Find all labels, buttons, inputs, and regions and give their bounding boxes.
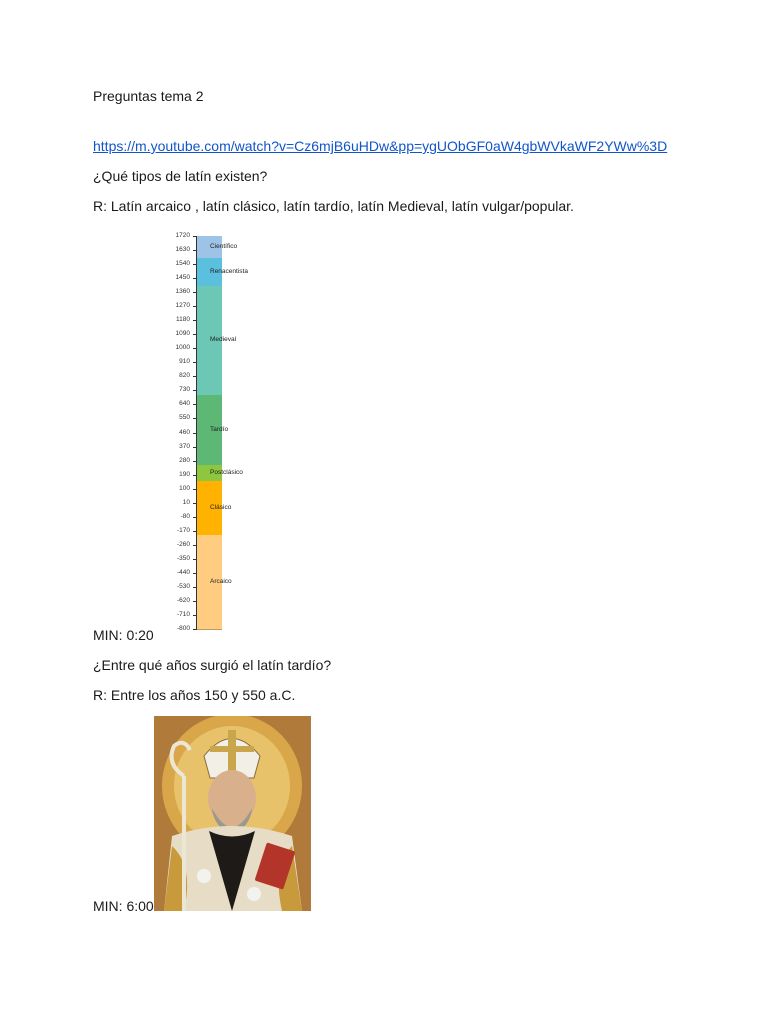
timeline-tick-label: 460 (179, 428, 190, 436)
timeline-tick-label: -80 (180, 512, 190, 520)
timeline-tick-label: 1450 (175, 274, 190, 282)
timeline-tick-label: 100 (179, 484, 190, 492)
timeline-segment-label: Medieval (210, 336, 237, 344)
page-title: Preguntas tema 2 (93, 88, 204, 104)
timeline-tick-label: -620 (176, 596, 190, 604)
timeline-tick-label: -260 (176, 540, 190, 548)
timeline-segment-label: Tardío (210, 426, 229, 434)
saint-portrait-image (154, 716, 311, 911)
timeline-tick-label: 640 (179, 400, 190, 408)
timeline-tick-label: -440 (176, 568, 190, 576)
timeline-tick-label: 550 (179, 414, 190, 422)
timeline-tick-label: -710 (176, 610, 190, 618)
timeline-tick-label: 280 (179, 456, 190, 464)
timeline-segment-label: Postclásico (210, 469, 243, 477)
timeline-tick-label: -530 (176, 582, 190, 590)
question-1: ¿Qué tipos de latín existen? (93, 168, 268, 184)
timeline-tick-label: 1360 (175, 288, 190, 296)
youtube-link-line (93, 138, 667, 155)
timeline-tick-label: 1720 (175, 232, 190, 239)
timeline-tick-label: 1270 (175, 302, 190, 310)
answer-1: R: Latín arcaico , latín clásico, latín tardío, latín Medieval, latín vulgar/popular. (93, 198, 574, 214)
timeline-segment-label: Renacentista (210, 267, 248, 275)
question-2: ¿Entre qué años surgió el latín tardío? (93, 657, 332, 673)
timeline-tick-label: 820 (179, 372, 190, 380)
timeline-segment-label: Clásico (210, 504, 232, 512)
timeline-tick-label: -170 (176, 526, 190, 534)
bishop-painting (154, 716, 311, 911)
timeline-tick-label: 910 (179, 358, 190, 366)
timeline-tick-label: -350 (176, 554, 190, 562)
timeline-tick-label: 1090 (175, 330, 190, 338)
timeline-segment-label: Científico (210, 242, 238, 250)
answer-2: R: Entre los años 150 y 550 a.C. (93, 687, 296, 703)
timeline-tick-label: 1180 (176, 316, 190, 324)
timeline-tick-label: 1540 (175, 260, 190, 268)
youtube-link[interactable]: https://m.youtube.com/watch?v=Cz6mjB6uHDw&pp=ygUObGF0aW4gbWVkaWF2YWw%3D (93, 138, 668, 154)
timeline-tick-label: 10 (182, 498, 190, 506)
timeline-segment-label: Arcaico (210, 578, 232, 586)
minute-marker-2: MIN: 6:00 (93, 898, 154, 914)
timeline-tick-label: 730 (179, 386, 190, 394)
timeline-tick-label: 1000 (175, 344, 190, 352)
minute-marker-1: MIN: 0:20 (93, 627, 154, 643)
timeline-tick-label: 370 (179, 442, 190, 450)
timeline-tick-label: 190 (179, 470, 190, 478)
timeline-tick-label: 1630 (175, 246, 190, 254)
timeline-tick-label: -800 (176, 625, 190, 632)
